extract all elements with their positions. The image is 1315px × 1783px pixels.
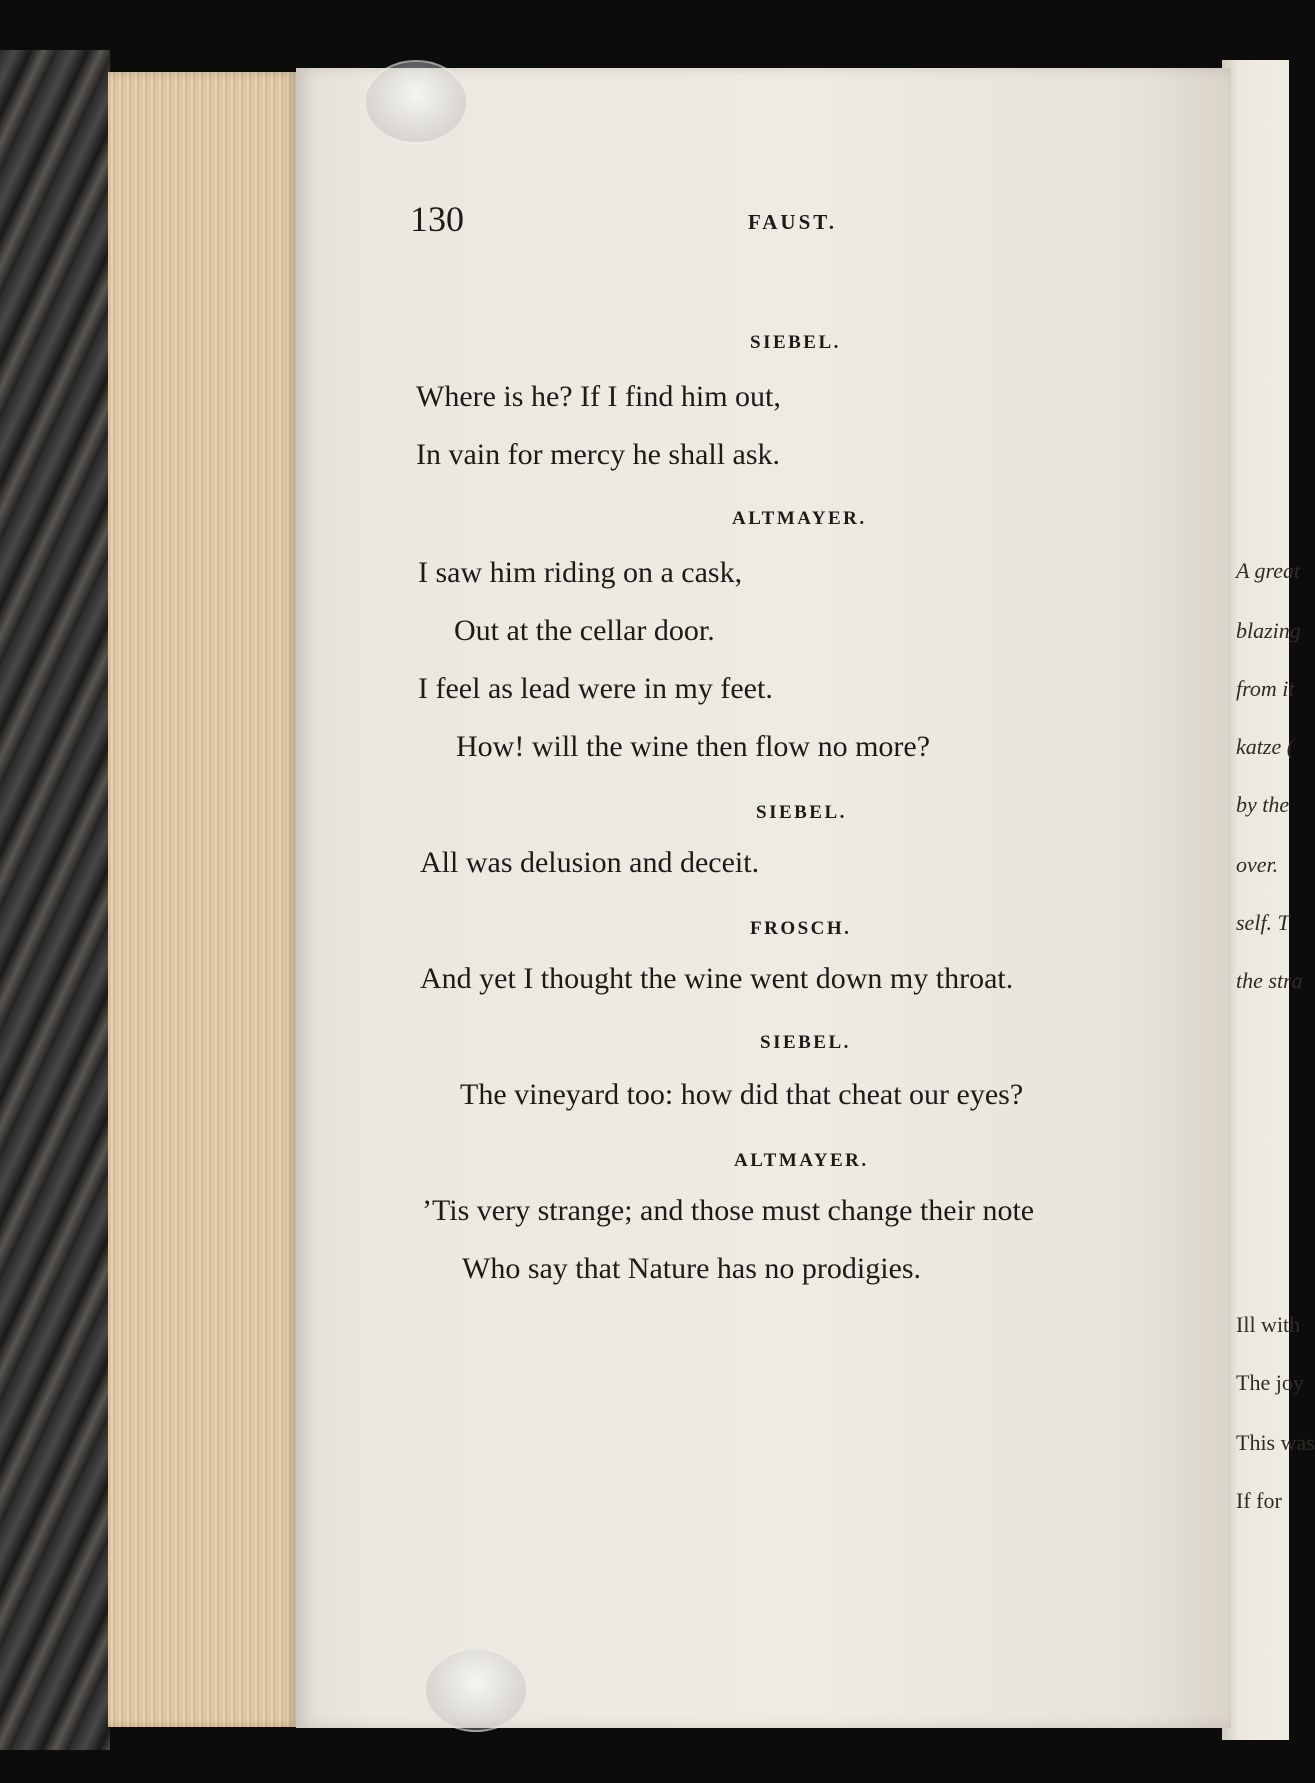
speaker-name: SIEBEL. — [756, 802, 847, 823]
speaker-name: ALTMAYER. — [732, 508, 867, 529]
facing-fragment: from it — [1236, 676, 1295, 701]
speaker-name: ALTMAYER. — [734, 1150, 869, 1171]
book-page — [296, 68, 1231, 1728]
facing-fragment: blazing — [1236, 618, 1301, 643]
speaker-name: SIEBEL. — [760, 1032, 851, 1053]
verse-line: I feel as lead were in my feet. — [418, 672, 773, 705]
marbled-cover — [0, 50, 110, 1750]
facing-fragment: Ill with — [1236, 1312, 1301, 1337]
facing-fragment: katze ( — [1236, 734, 1295, 759]
facing-fragment: over. — [1236, 852, 1279, 877]
verse-line: All was delusion and deceit. — [420, 846, 760, 879]
running-head: FAUST. — [748, 210, 837, 234]
verse-line: And yet I thought the wine went down my throat. — [420, 962, 1014, 995]
facing-fragment: by the — [1236, 792, 1290, 817]
verse-line: In vain for mercy he shall ask. — [416, 438, 781, 471]
speaker-name: FROSCH. — [750, 918, 852, 939]
verse-line: Who say that Nature has no prodigies. — [462, 1252, 922, 1285]
facing-fragment: If for — [1236, 1488, 1282, 1513]
page-clip — [364, 60, 468, 144]
verse-line: The vineyard too: how did that cheat our eyes? — [460, 1078, 1024, 1111]
verse-line: I saw him riding on a cask, — [418, 556, 743, 589]
facing-fragment: self. T — [1236, 910, 1290, 935]
speaker-name: SIEBEL. — [750, 332, 841, 353]
facing-fragment: The joy — [1236, 1370, 1304, 1395]
facing-fragment: This was — [1236, 1430, 1315, 1455]
verse-line: Out at the cellar door. — [454, 614, 715, 647]
page-number: 130 — [410, 199, 464, 239]
page-clip — [424, 1648, 528, 1732]
facing-fragment: the stra — [1236, 968, 1303, 993]
verse-line: Where is he? If I find him out, — [416, 380, 781, 413]
page-fore-edge — [108, 72, 298, 1727]
facing-page — [1222, 60, 1315, 1740]
facing-fragment: A great — [1236, 558, 1301, 583]
verse-line: How! will the wine then flow no more? — [456, 730, 931, 763]
verse-line: ’Tis very strange; and those must change their note — [422, 1194, 1035, 1227]
